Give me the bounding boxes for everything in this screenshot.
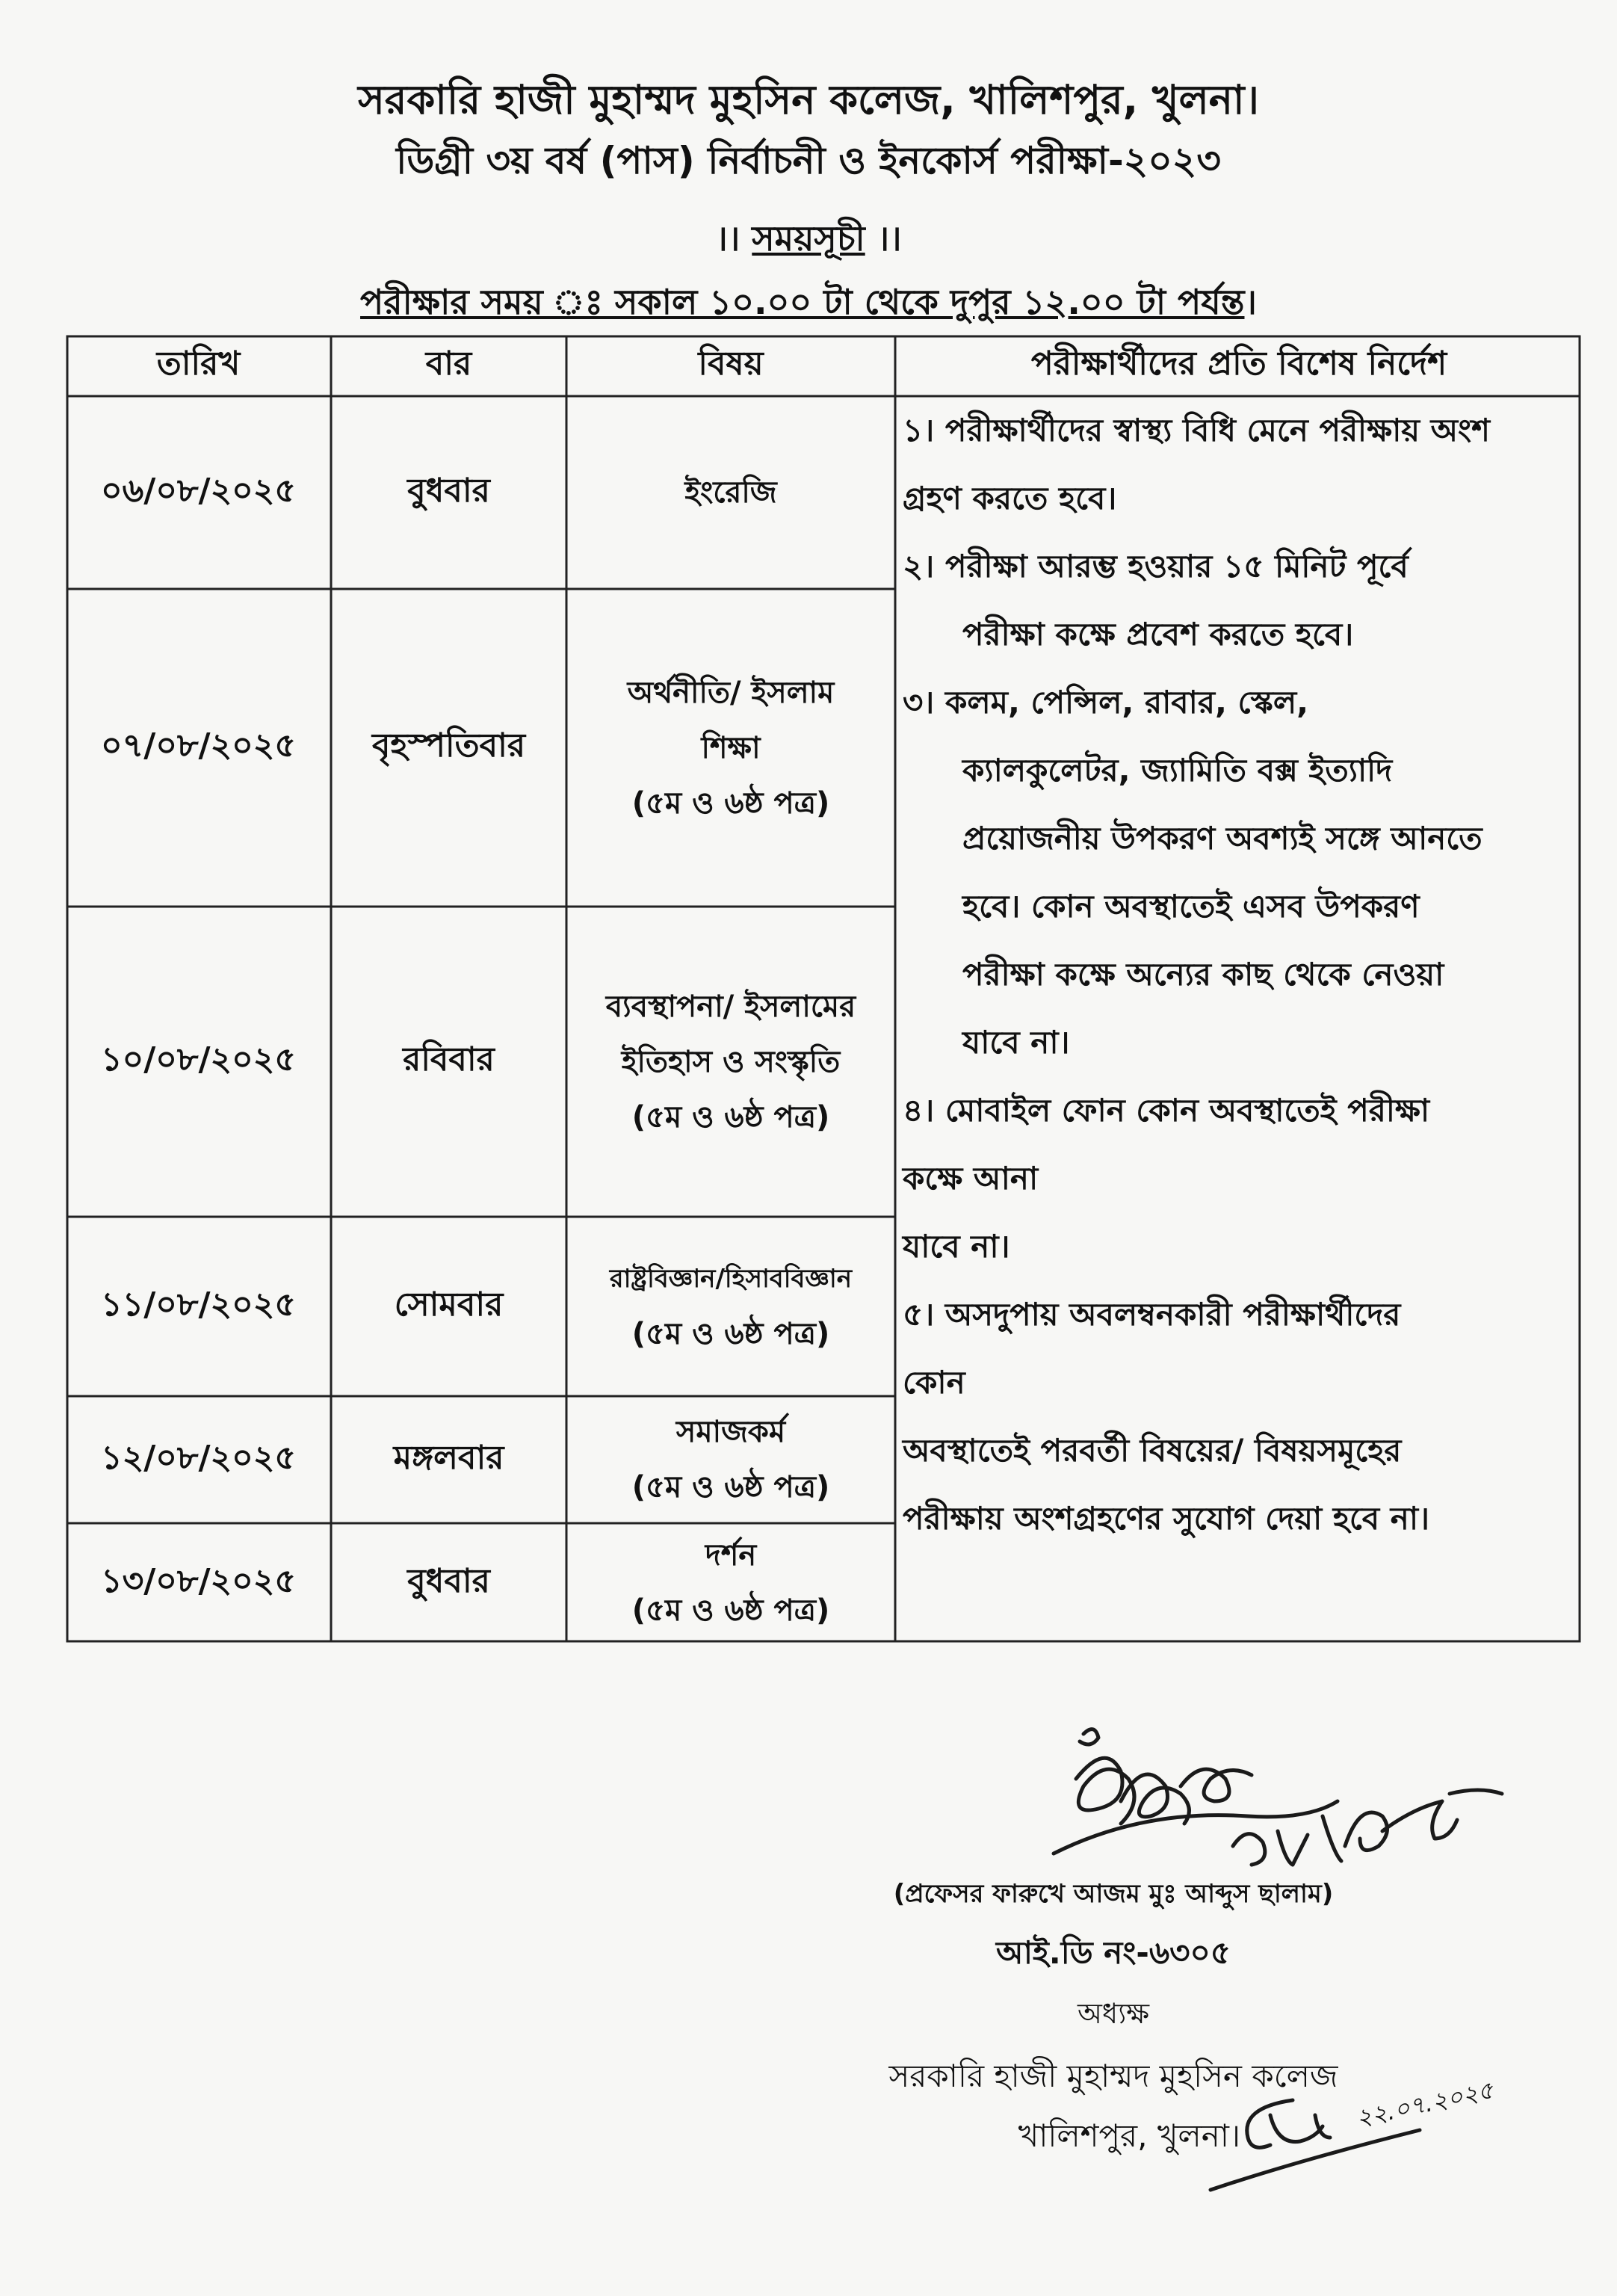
row-2-subject-line: শিক্ষা bbox=[701, 730, 761, 765]
row-3-subject-line: ইতিহাস ও সংস্কৃতি bbox=[621, 1044, 841, 1079]
exam-time bbox=[0, 277, 1617, 333]
exam-title: ডিগ্রী ৩য় বর্ষ (পাস) নির্বাচনী ও ইনকোর্স পরীক্ষা-২০২৩ bbox=[396, 139, 1221, 182]
schedule-table bbox=[66, 335, 1583, 1644]
row-5-subject bbox=[566, 1396, 895, 1523]
instruction-line: প্রয়োজনীয় উপকরণ অবশ্যই সঙ্গে আনতে bbox=[962, 820, 1482, 857]
row-6-subject bbox=[566, 1523, 895, 1643]
row-4-subject-line: (৫ম ও ৬ষ্ঠ পত্র) bbox=[631, 1317, 830, 1351]
row-6-date: ১৩/০৮/২০২৫ bbox=[101, 1561, 296, 1600]
row-4-date: ১১/০৮/২০২৫ bbox=[101, 1285, 296, 1324]
row-3-subject-line: (৫ম ও ৬ষ্ঠ পত্র) bbox=[631, 1099, 830, 1135]
instruction-line: ৫। অসদুপায় অবলম্বনকারী পরীক্ষার্থীদের bbox=[903, 1296, 1401, 1333]
instructions-list bbox=[903, 396, 1617, 1552]
row-6-day: বুধবার bbox=[407, 1561, 490, 1600]
row-5-day: মঙ্গলবার bbox=[393, 1438, 504, 1477]
row-2-subject-line: (৫ম ও ৬ষ্ঠ পত্র) bbox=[631, 786, 830, 821]
college-title: সরকারি হাজী মুহাম্মদ মুহসিন কলেজ, খালিশপুর, খুলনা। bbox=[358, 76, 1259, 123]
instruction-line: ২। পরীক্ষা আরম্ভ হওয়ার ১৫ মিনিট পূর্বে bbox=[903, 548, 1409, 584]
instruction-line: যাবে না। bbox=[903, 1228, 1010, 1265]
instruction-line: কক্ষে আনা bbox=[903, 1160, 1039, 1197]
row-6-subject-line: দর্শন bbox=[705, 1538, 757, 1573]
row-1-subject bbox=[566, 396, 895, 589]
row-5-date: ১২/০৮/২০২৫ bbox=[101, 1438, 296, 1477]
schedule-label: সময়সূচী bbox=[752, 218, 865, 259]
signatory-designation: অধ্যক্ষ bbox=[1077, 1997, 1149, 2030]
row-5-subject-line: (৫ম ও ৬ষ্ঠ পত্র) bbox=[631, 1470, 830, 1505]
header-date: তারিখ bbox=[156, 344, 241, 383]
row-6-subject-line: (৫ম ও ৬ষ্ঠ পত্র) bbox=[631, 1593, 830, 1628]
row-3-subject-line: ব্যবস্থাপনা/ ইসলামের bbox=[605, 989, 856, 1024]
row-2-date: ০৭/০৮/২০২৫ bbox=[101, 726, 296, 765]
instruction-line: ক্যালকুলেটর, জ্যামিতি বক্স ইত্যাদি bbox=[962, 752, 1393, 789]
schedule-prefix: ।। bbox=[715, 218, 741, 259]
signatory-name: (প্রফেসর ফারুখে আজম মুঃ আব্দুস ছালাম) bbox=[893, 1879, 1334, 1909]
row-4-subject bbox=[566, 1217, 895, 1396]
header-day: বার bbox=[425, 344, 472, 383]
row-2-day: বৃহস্পতিবার bbox=[371, 726, 526, 765]
header-subject: বিষয় bbox=[698, 344, 764, 383]
header-instructions: পরীক্ষার্থীদের প্রতি বিশেষ নির্দেশ bbox=[1030, 344, 1447, 383]
instruction-line: ১। পরীক্ষার্থীদের স্বাস্থ্য বিধি মেনে পরীক্ষায় অংশ bbox=[903, 412, 1490, 448]
row-1-date: ০৬/০৮/২০২৫ bbox=[101, 471, 296, 510]
instruction-line: পরীক্ষা কক্ষে প্রবেশ করতে হবে। bbox=[962, 616, 1354, 652]
schedule-heading bbox=[0, 213, 1617, 270]
signatory-address: খালিশপুর, খুলনা। bbox=[1018, 2117, 1240, 2154]
signatory-id: আই.ডি নং-৬৩০৫ bbox=[995, 1934, 1231, 1971]
row-2-subject-line: অর্থনীতি/ ইসলাম bbox=[627, 675, 835, 710]
row-3-date: ১০/০৮/২০২৫ bbox=[101, 1040, 296, 1078]
instruction-line: যাবে না। bbox=[962, 1024, 1070, 1061]
row-4-day: সোমবার bbox=[394, 1285, 504, 1324]
instruction-line: পরীক্ষা কক্ষে অন্যের কাছ থেকে নেওয়া bbox=[962, 956, 1444, 993]
row-4-subject-line: রাষ্ট্রবিজ্ঞান/হিসাববিজ্ঞান bbox=[609, 1264, 853, 1294]
schedule-suffix: ।। bbox=[876, 218, 902, 259]
instruction-line: কোন bbox=[903, 1364, 965, 1401]
row-2-subject bbox=[566, 589, 895, 907]
row-3-day: রবিবার bbox=[403, 1040, 495, 1078]
instruction-line: হবে। কোন অবস্থাতেই এসব উপকরণ bbox=[962, 888, 1420, 925]
row-3-subject bbox=[566, 907, 895, 1217]
exam-time-text: পরীক্ষার সময় ঃ সকাল ১০.০০ টা থেকে দুপুর ১২.০০ টা পর্যন্ত bbox=[360, 282, 1245, 322]
exam-time-end: । bbox=[1244, 282, 1257, 322]
instruction-line: গ্রহণ করতে হবে। bbox=[903, 480, 1117, 516]
instruction-line: অবস্থাতেই পরবর্তী বিষয়ের/ বিষয়সমূহের bbox=[903, 1432, 1402, 1469]
row-1-subject-line: ইংরেজি bbox=[684, 475, 777, 510]
row-5-subject-line: সমাজকর্ম bbox=[675, 1415, 786, 1449]
signatory-college: সরকারি হাজী মুহাম্মদ মুহসিন কলেজ bbox=[888, 2058, 1338, 2094]
handwritten-date: ২২.০৭.২০২৫ bbox=[1353, 2076, 1496, 2133]
instruction-line: ৪। মোবাইল ফোন কোন অবস্থাতেই পরীক্ষা bbox=[903, 1092, 1430, 1129]
instruction-line: ৩। কলম, পেন্সিল, রাবার, স্কেল, bbox=[903, 684, 1309, 720]
instruction-line: পরীক্ষায় অংশগ্রহণের সুযোগ দেয়া হবে না। bbox=[903, 1500, 1430, 1537]
row-1-day: বুধবার bbox=[407, 471, 490, 510]
